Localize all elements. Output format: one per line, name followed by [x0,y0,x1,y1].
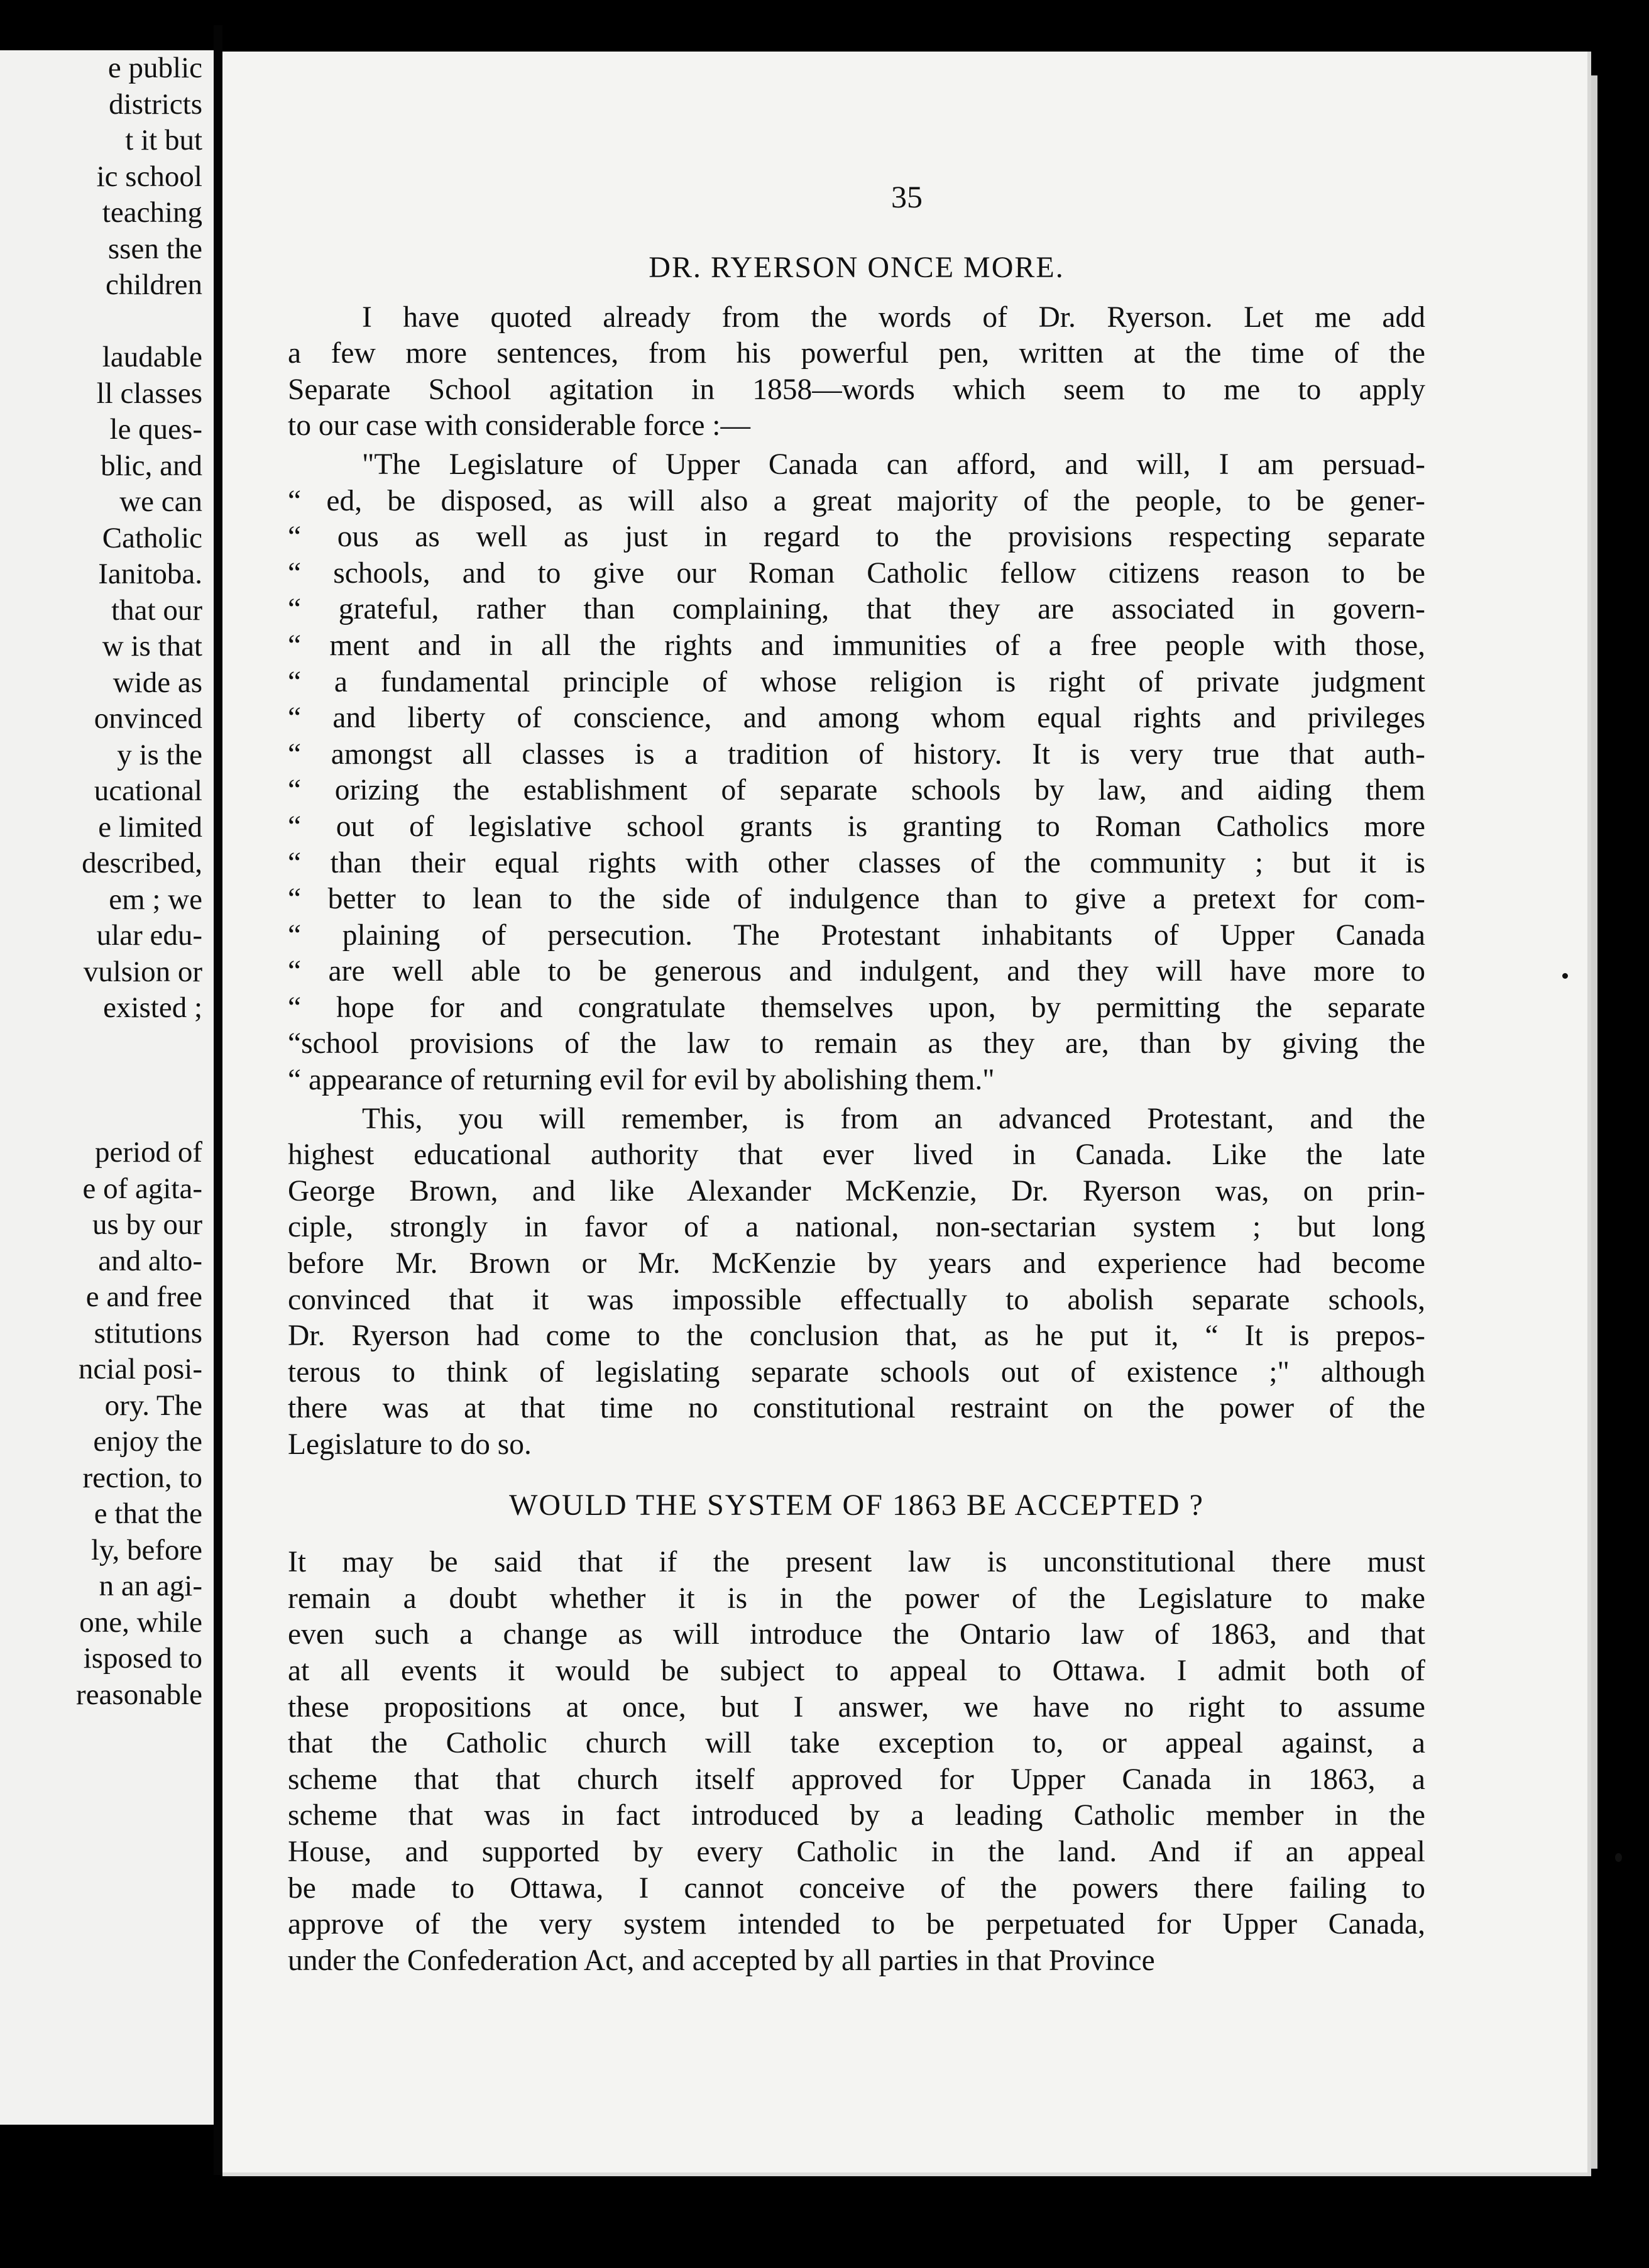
text-line: “ orizing the establishment of separate schools by law, and aiding them [288,774,1425,807]
text-line: “ ous as well as just in regard to the provisions respecting separate [288,520,1425,554]
previous-page-line: e that the [94,1497,202,1530]
previous-page-line: le ques- [109,413,202,446]
text-line: convinced that it was impossible effectually to abolish separate schools, [288,1283,1425,1316]
text-line: "The Legislature of Upper Canada can afford, and will, I am persuad- [362,448,1425,481]
previous-page-line: ly, before [90,1533,202,1566]
text-line: scheme that that church itself approved for Upper Canada in 1863, a [288,1763,1425,1796]
book-gutter [214,25,222,2175]
text-line: “ than their equal rights with other classes of the community ; but it is [288,846,1425,879]
previous-page-line: ncial posi- [78,1353,202,1385]
page-edge [1591,75,1597,2169]
previous-page-line: isposed to [83,1642,202,1675]
previous-page-line: laudable [102,341,202,373]
text-line: that the Catholic church will take exception to, or appeal against, a [288,1727,1425,1760]
previous-page-line: e limited [98,810,202,844]
previous-page-line: blic, and [101,449,202,482]
previous-page-line [76,304,202,340]
previous-page-line: ic school [96,160,202,193]
text-line: before Mr. Brown or Mr. McKenzie by years and experience had become [288,1247,1425,1280]
text-line: Dr. Ryerson had come to the conclusion that, as he put it, “ It is prepos- [288,1319,1425,1353]
previous-page-line: described, [82,847,202,879]
previous-page-line: stitutions [94,1316,202,1350]
previous-page-line: one, while [79,1605,202,1639]
previous-page-line: em ; we [109,883,202,916]
previous-page-line: children [106,268,202,301]
paragraph-commentary [288,1101,1425,1463]
text-line: George Brown, and like Alexander McKenzie, Dr. Ryerson was, on prin- [288,1174,1425,1208]
text-line: terous to think of legislating separate schools out of existence ;" although [288,1355,1425,1389]
text-line: “ amongst all classes is a tradition of history. It is very true that auth- [288,737,1425,771]
previous-page-line: we can [119,485,202,518]
previous-page-line: period of [95,1136,202,1169]
previous-page-line: onvinced [94,702,202,735]
text-line: “ grateful, rather than complaining, that they are associated in govern- [288,593,1425,626]
previous-page-line [76,1062,202,1099]
text-line: It may be said that if the present law is unconstitutional there must [288,1546,1425,1579]
text-line: these propositions at once, but I answer, we have no right to assume [288,1690,1425,1724]
text-line: scheme that was in fact introduced by a leading Catholic member in the [288,1799,1425,1832]
text-line: be made to Ottawa, I cannot conceive of the powers there failing to [288,1871,1425,1905]
previous-page-line: ory. The [104,1389,202,1422]
previous-page-line: e and free [85,1280,202,1313]
page-body [288,250,1425,1979]
previous-page-fragment [0,50,214,2125]
previous-page-line: ssen the [107,232,202,265]
previous-page-line: e public [107,52,202,84]
text-line: “ a fundamental principle of whose religion is right of private judgment [288,665,1425,698]
previous-page-line [76,1099,202,1135]
previous-page-line: Catholic [102,521,202,554]
previous-page-line: ular edu- [96,919,202,952]
text-line: “ plaining of persecution. The Protestant inhabitants of Upper Canada [288,918,1425,952]
section-heading-ryerson: DR. RYERSON ONCE MORE. [649,251,1065,284]
book-page [222,52,1591,2176]
text-line: highest educational authority that ever lived in Canada. Like the late [288,1138,1425,1172]
previous-page-line: n an agi- [99,1570,202,1602]
previous-page-line: teaching [102,196,202,229]
text-line: ciple, strongly in favor of a national, non-sectarian system ; but long [288,1211,1425,1244]
previous-page-line: wide as [112,666,202,699]
previous-page-line: rection, to [82,1461,202,1494]
text-line: Separate School agitation in 1858—words which seem to me to apply [288,373,1425,406]
previous-page-line: enjoy the [93,1425,202,1458]
previous-page-line [76,1027,202,1063]
ink-speck [1615,1853,1622,1862]
previous-page-line: ucational [94,774,202,807]
text-line: “ better to lean to the side of indulgence than to give a pretext for com- [288,883,1425,916]
text-line: to our case with considerable force :— [288,409,750,443]
text-line: Legislature to do so. [288,1428,532,1461]
previous-page-line: us by our [92,1208,202,1241]
previous-page-line: e of agita- [82,1172,202,1205]
quotation-ryerson [288,447,1425,1099]
text-line: “ are well able to be generous and indulgent, and they will have more to [288,955,1425,988]
previous-page-line: that our [111,593,202,627]
text-line: “ appearance of returning evil for evil by abolishing them." [288,1064,995,1097]
text-line: there was at that time no constitutional restraint on the power of the [288,1392,1425,1425]
text-line: “ ed, be disposed, as will also a great majority of the people, to be gener- [288,484,1425,517]
paragraph-appeal [288,1544,1425,1979]
previous-page-line: w is that [102,630,202,663]
text-line: “ schools, and to give our Roman Catholic fellow citizens reason to be [288,556,1425,590]
text-line: under the Confederation Act, and accepted by all parties in that Province [288,1944,1155,1977]
previous-page-text [76,50,202,1713]
section-heading-system-1863: WOULD THE SYSTEM OF 1863 BE ACCEPTED ? [509,1488,1204,1522]
text-line: remain a doubt whether it is in the power of the Legislature to make [288,1582,1425,1615]
previous-page-line: t it but [125,124,202,157]
text-line: “ out of legislative school grants is granting to Roman Catholics more [288,810,1425,843]
text-line: “ ment and in all the rights and immunities of a free people with those, [288,629,1425,662]
previous-page-line: vulsion or [83,955,202,988]
text-line: House, and supported by every Catholic in the land. And if an appeal [288,1835,1425,1868]
text-line: “ hope for and congratulate themselves upon, by permitting the separate [288,991,1425,1024]
previous-page-line: Ianitoba. [98,558,202,590]
text-line: approve of the very system intended to be perpetuated for Upper Canada, [288,1908,1425,1941]
text-line: This, you will remember, is from an advanced Protestant, and the [362,1102,1425,1135]
text-line: “school provisions of the law to remain as they are, than by giving the [288,1027,1425,1060]
paragraph-intro [288,300,1425,444]
previous-page-line: ll classes [96,377,202,410]
previous-page-line: y is the [117,738,202,771]
text-line: at all events it would be subject to appeal to Ottawa. I admit both of [288,1654,1425,1687]
previous-page-line: districts [109,87,202,121]
previous-page-line: and alto- [98,1244,202,1277]
previous-page-line: reasonable [76,1678,202,1711]
page-number: 35 [891,179,923,214]
ink-speck [1562,973,1568,979]
text-line: even such a change as will introduce the Ontario law of 1863, and that [288,1618,1425,1651]
previous-page-line: existed ; [103,991,202,1024]
text-line: I have quoted already from the words of Dr. Ryerson. Let me add [362,300,1425,334]
text-line: “ and liberty of conscience, and among whom equal rights and privileges [288,702,1425,735]
text-line: a few more sentences, from his powerful pen, written at the time of the [288,337,1425,370]
